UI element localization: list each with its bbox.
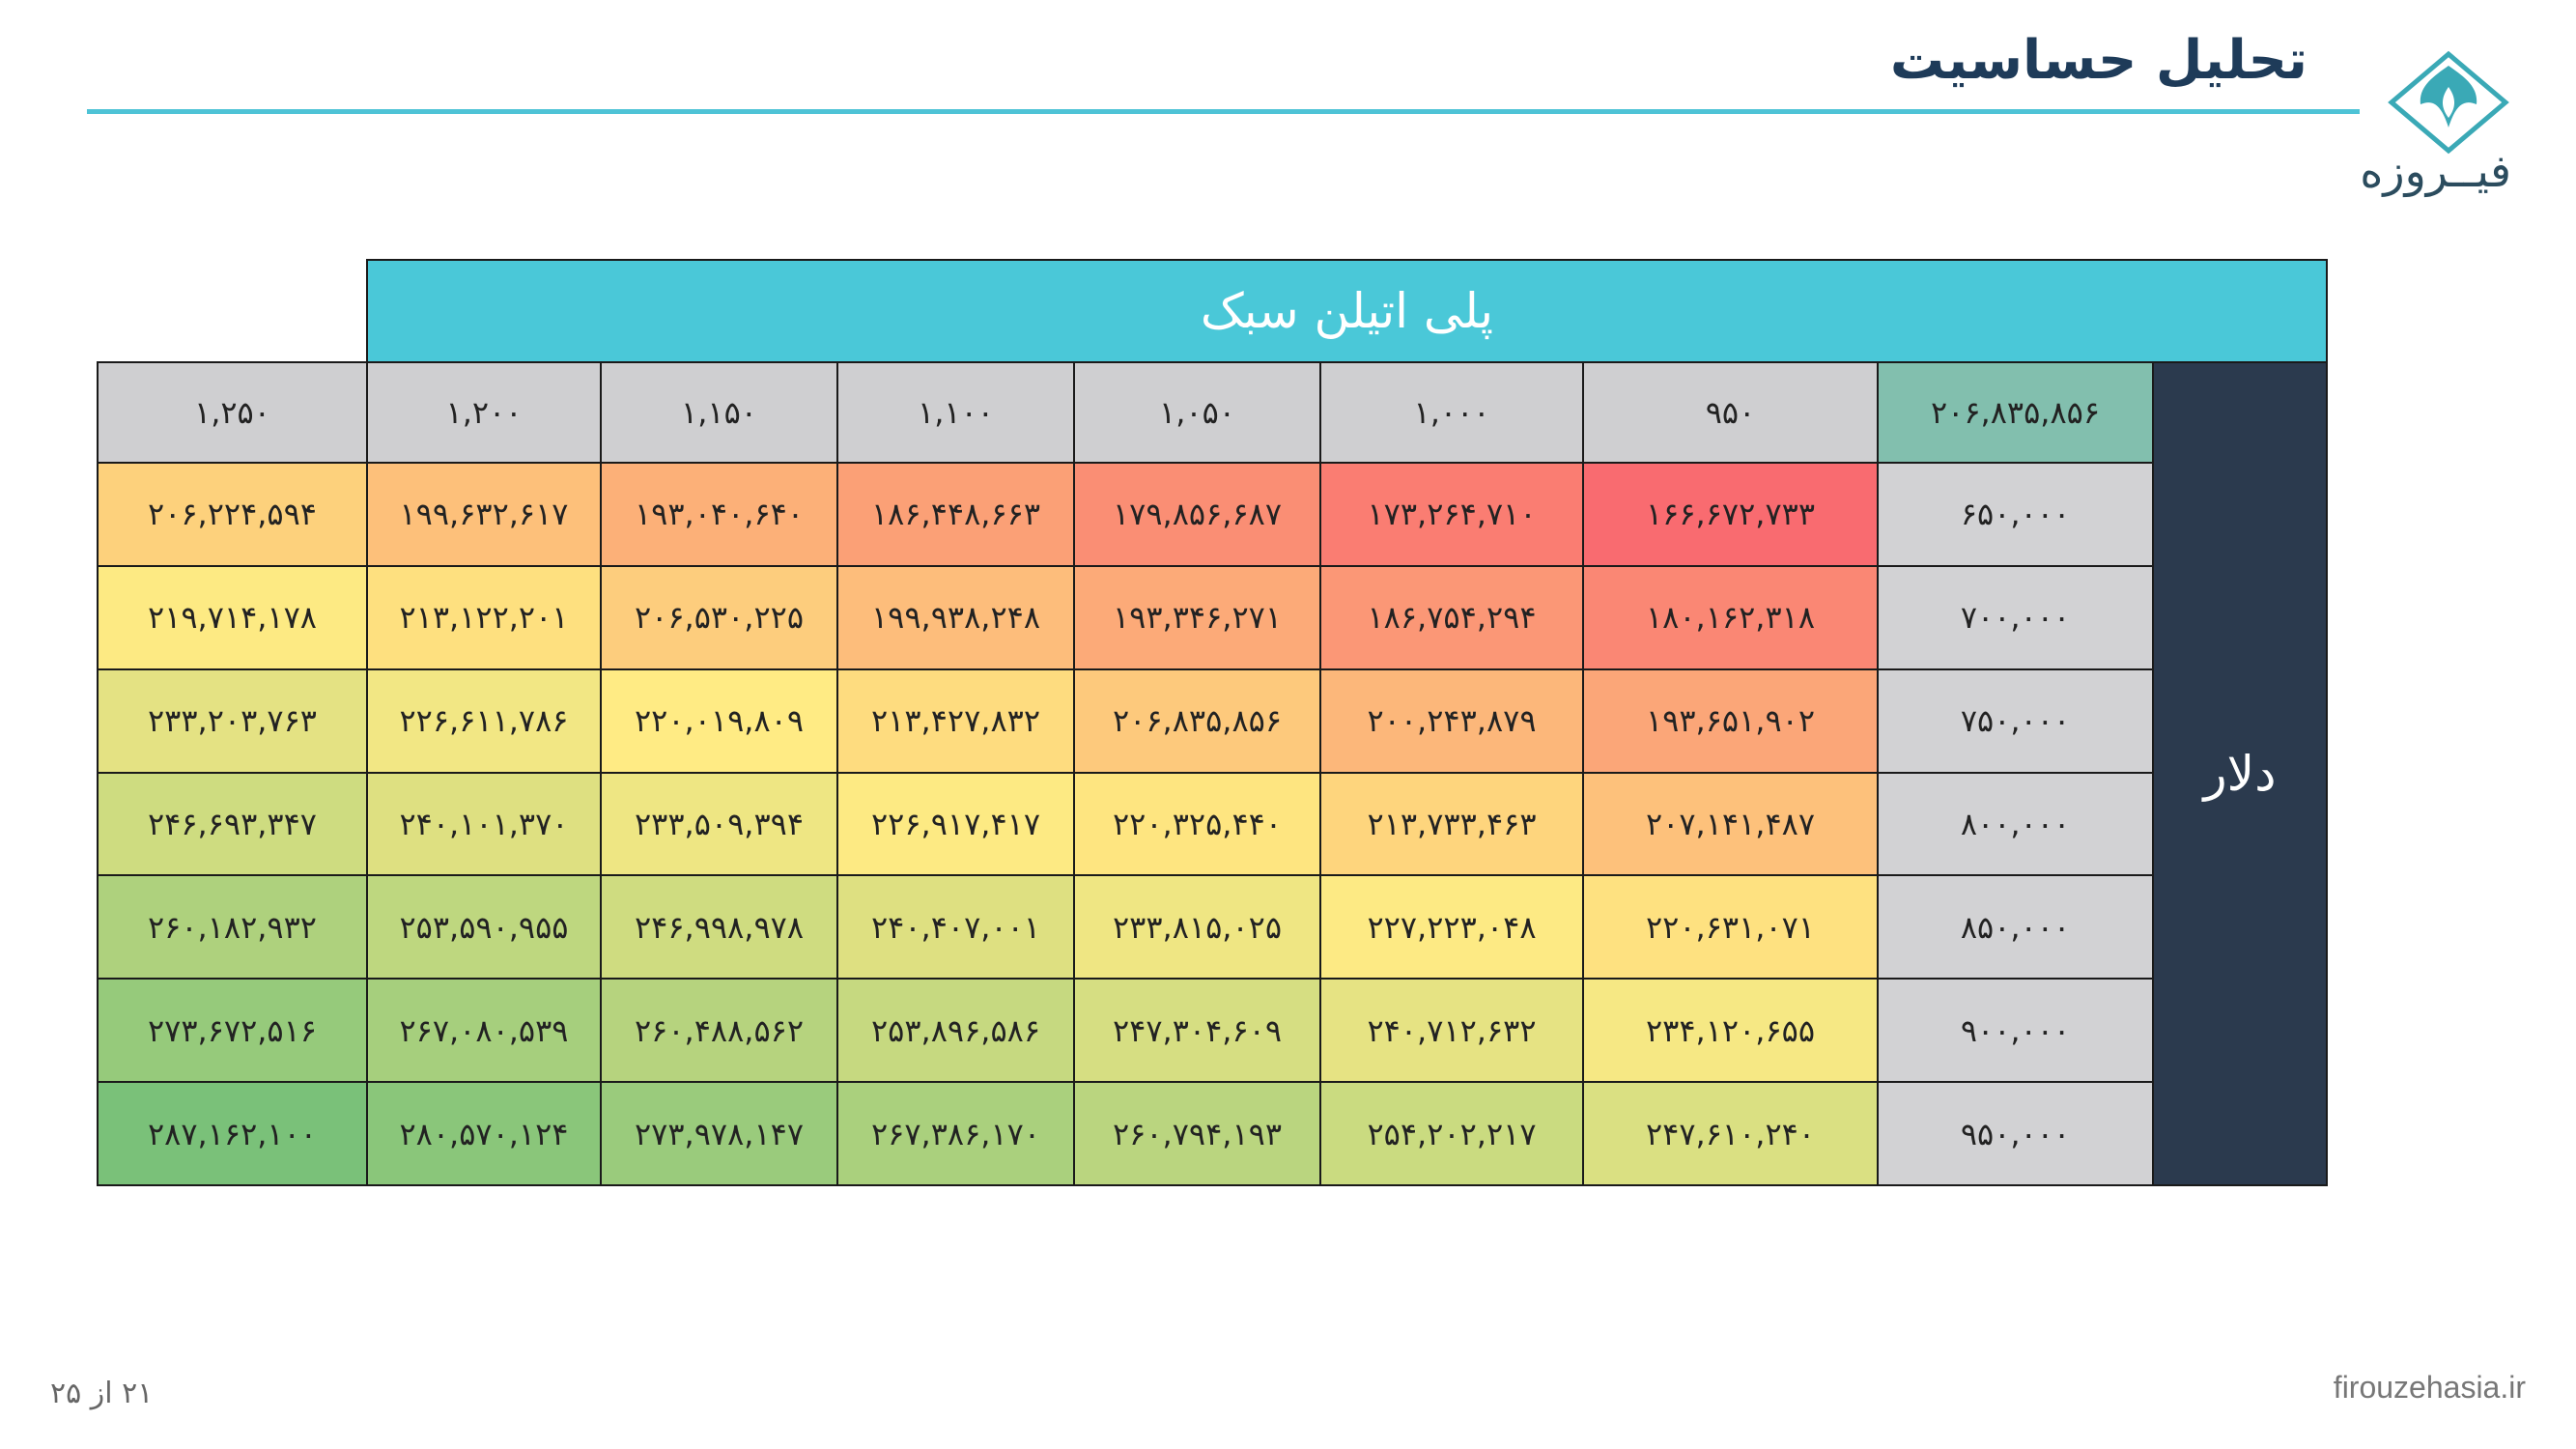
table-cell: ۲۶۰,۷۹۴,۱۹۳	[1074, 1082, 1320, 1185]
table-cell: ۲۵۴,۲۰۲,۲۱۷	[1320, 1082, 1583, 1185]
table-cell: ۲۳۳,۲۰۳,۷۶۳	[98, 669, 367, 773]
table-cell: ۱۹۳,۰۴۰,۶۴۰	[601, 463, 837, 566]
row-header: ۹۰۰,۰۰۰	[1878, 979, 2153, 1082]
table-cell: ۱۷۳,۲۶۴,۷۱۰	[1320, 463, 1583, 566]
column-header: ۱,۲۵۰	[98, 362, 367, 463]
table-cell: ۲۴۶,۹۹۸,۹۷۸	[601, 875, 837, 979]
table-cell: ۱۹۳,۶۵۱,۹۰۲	[1583, 669, 1878, 773]
logo-emblem-icon	[2386, 48, 2511, 155]
column-header: ۱,۰۰۰	[1320, 362, 1583, 463]
table-cell: ۲۱۳,۴۲۷,۸۳۲	[837, 669, 1074, 773]
table-cell: ۲۴۰,۴۰۷,۰۰۱	[837, 875, 1074, 979]
table-cell: ۱۸۶,۷۵۴,۲۹۴	[1320, 566, 1583, 669]
title-divider	[87, 109, 2360, 114]
table-cell: ۱۶۶,۶۷۲,۷۳۳	[1583, 463, 1878, 566]
table-cell: ۲۴۷,۶۱۰,۲۴۰	[1583, 1082, 1878, 1185]
table-cell: ۲۵۳,۵۹۰,۹۵۵	[367, 875, 601, 979]
table-cell: ۲۶۰,۱۸۲,۹۳۲	[98, 875, 367, 979]
table-cell: ۲۷۳,۹۷۸,۱۴۷	[601, 1082, 837, 1185]
table-cell: ۲۴۰,۷۱۲,۶۳۲	[1320, 979, 1583, 1082]
table-cell: ۱۹۹,۶۳۲,۶۱۷	[367, 463, 601, 566]
table-cell: ۲۶۰,۴۸۸,۵۶۲	[601, 979, 837, 1082]
table-cell: ۲۵۳,۸۹۶,۵۸۶	[837, 979, 1074, 1082]
page-number: ۲۱ از ۲۵	[50, 1377, 154, 1410]
row-header: ۸۵۰,۰۰۰	[1878, 875, 2153, 979]
table-cell: ۲۴۷,۳۰۴,۶۰۹	[1074, 979, 1320, 1082]
column-header: ۱,۱۵۰	[601, 362, 837, 463]
table-row	[98, 669, 2327, 773]
table-cell: ۲۷۳,۶۷۲,۵۱۶	[98, 979, 367, 1082]
side-label: دلار	[2153, 362, 2327, 1185]
table-cell: ۲۲۶,۹۱۷,۴۱۷	[837, 773, 1074, 876]
page-title: تحلیل حساسیت	[1889, 29, 2307, 92]
table-cell: ۱۹۳,۳۴۶,۲۷۱	[1074, 566, 1320, 669]
table-cell: ۲۶۷,۰۸۰,۵۳۹	[367, 979, 601, 1082]
table-cell: ۲۲۶,۶۱۱,۷۸۶	[367, 669, 601, 773]
table-cell: ۲۱۳,۱۲۲,۲۰۱	[367, 566, 601, 669]
column-header: ۱,۰۵۰	[1074, 362, 1320, 463]
table-cell: ۲۳۳,۸۱۵,۰۲۵	[1074, 875, 1320, 979]
logo-text: فیــروزه	[2360, 145, 2511, 197]
table-cell: ۲۰۶,۲۲۴,۵۹۴	[98, 463, 367, 566]
corner-value: ۲۰۶,۸۳۵,۸۵۶	[1878, 362, 2153, 463]
table-row	[98, 566, 2327, 669]
table-banner: پلی اتیلن سبک	[367, 260, 2327, 362]
column-header: ۱,۲۰۰	[367, 362, 601, 463]
table-row	[98, 875, 2327, 979]
table-cell: ۲۰۷,۱۴۱,۴۸۷	[1583, 773, 1878, 876]
sensitivity-table	[97, 259, 2328, 1186]
table-row	[98, 1082, 2327, 1185]
table-cell: ۲۰۰,۲۴۳,۸۷۹	[1320, 669, 1583, 773]
table-cell: ۲۲۰,۶۳۱,۰۷۱	[1583, 875, 1878, 979]
row-header: ۶۵۰,۰۰۰	[1878, 463, 2153, 566]
table-cell: ۱۷۹,۸۵۶,۶۸۷	[1074, 463, 1320, 566]
table-cell: ۱۹۹,۹۳۸,۲۴۸	[837, 566, 1074, 669]
column-header: ۱,۱۰۰	[837, 362, 1074, 463]
table-row	[98, 773, 2327, 876]
table-cell: ۲۳۴,۱۲۰,۶۵۵	[1583, 979, 1878, 1082]
table-row	[98, 979, 2327, 1082]
table-cell: ۲۴۰,۱۰۱,۳۷۰	[367, 773, 601, 876]
table-cell: ۱۸۰,۱۶۲,۳۱۸	[1583, 566, 1878, 669]
website-link[interactable]: firouzehasia.ir	[2333, 1370, 2526, 1405]
logo	[2360, 48, 2511, 213]
table-cell: ۲۲۰,۳۲۵,۴۴۰	[1074, 773, 1320, 876]
table-cell: ۲۰۶,۵۳۰,۲۲۵	[601, 566, 837, 669]
row-header: ۷۰۰,۰۰۰	[1878, 566, 2153, 669]
table-cell: ۲۱۹,۷۱۴,۱۷۸	[98, 566, 367, 669]
table-cell: ۲۰۶,۸۳۵,۸۵۶	[1074, 669, 1320, 773]
table-cell: ۱۸۶,۴۴۸,۶۶۳	[837, 463, 1074, 566]
table-cell: ۲۲۰,۰۱۹,۸۰۹	[601, 669, 837, 773]
table-cell: ۲۸۷,۱۶۲,۱۰۰	[98, 1082, 367, 1185]
row-header: ۹۵۰,۰۰۰	[1878, 1082, 2153, 1185]
row-header: ۸۰۰,۰۰۰	[1878, 773, 2153, 876]
table-cell: ۲۸۰,۵۷۰,۱۲۴	[367, 1082, 601, 1185]
row-header: ۷۵۰,۰۰۰	[1878, 669, 2153, 773]
table-cell: ۲۶۷,۳۸۶,۱۷۰	[837, 1082, 1074, 1185]
table-row	[98, 463, 2327, 566]
table-cell: ۲۳۳,۵۰۹,۳۹۴	[601, 773, 837, 876]
column-header: ۹۵۰	[1583, 362, 1878, 463]
table-cell: ۲۲۷,۲۲۳,۰۴۸	[1320, 875, 1583, 979]
table-cell: ۲۱۳,۷۳۳,۴۶۳	[1320, 773, 1583, 876]
table-cell: ۲۴۶,۶۹۳,۳۴۷	[98, 773, 367, 876]
